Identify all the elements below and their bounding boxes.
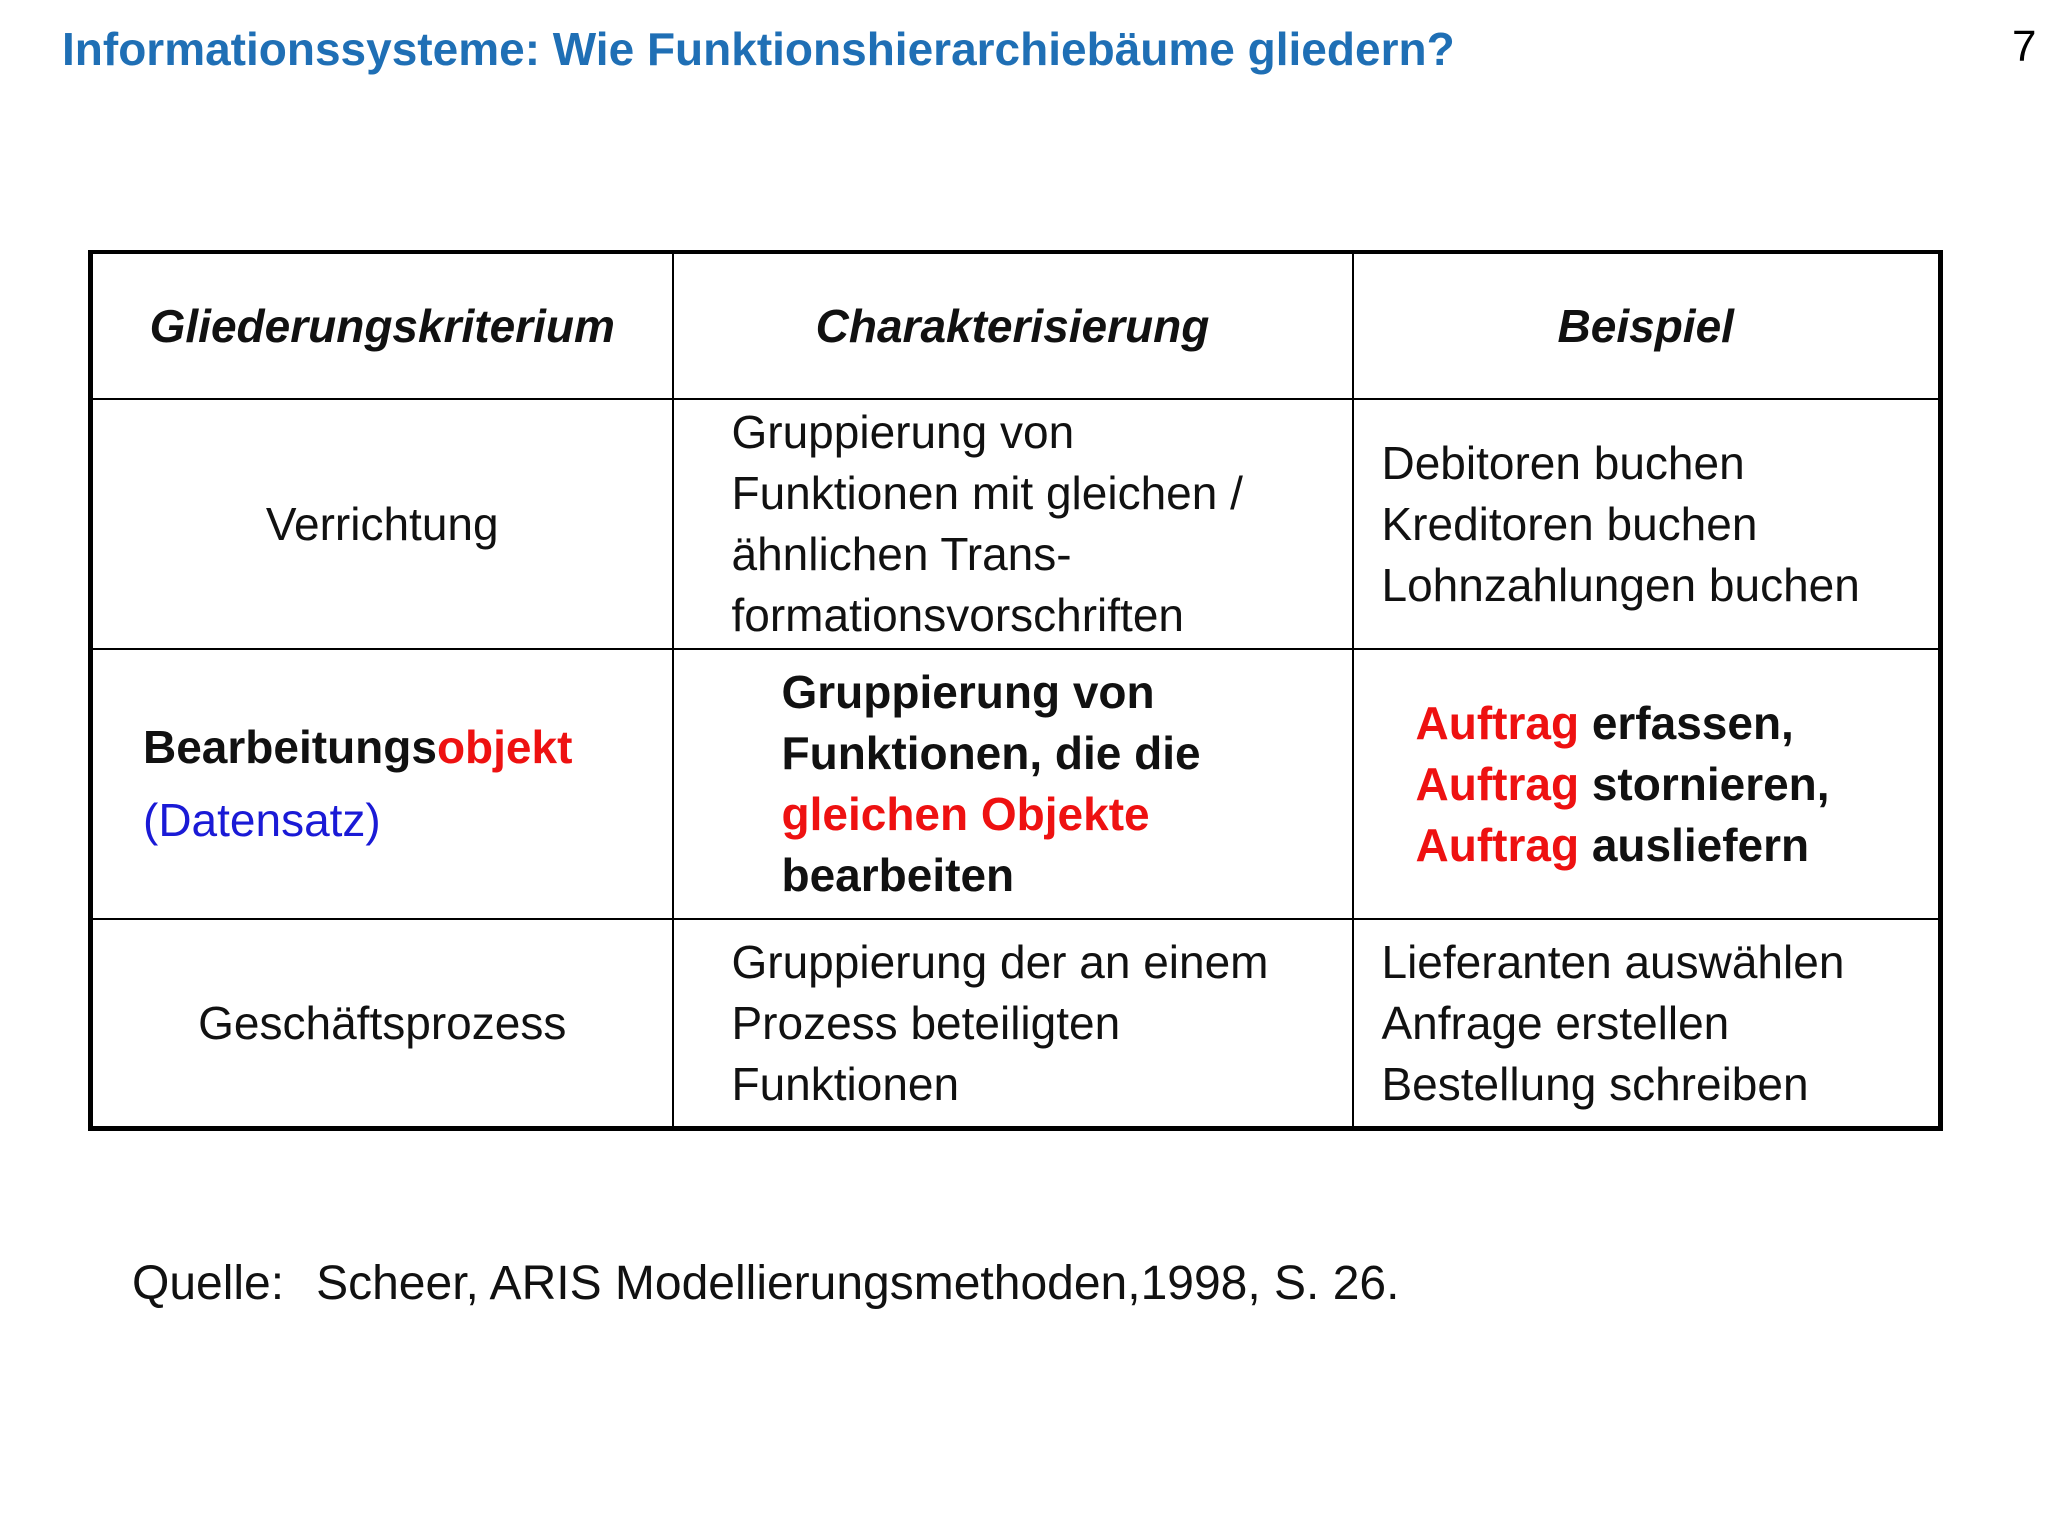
table-row xyxy=(91,399,1941,649)
characterization-line: bearbeiten xyxy=(781,849,1015,901)
example-line: Debitoren buchen xyxy=(1381,436,1745,489)
example-action: erfassen, xyxy=(1579,696,1794,749)
example-line: Bestellung schreiben xyxy=(1381,1057,1809,1110)
characterization-line: Funktionen xyxy=(731,1057,960,1110)
header-characterization: Charakterisierung xyxy=(673,252,1353,399)
criterion-text: Verrichtung xyxy=(265,498,499,550)
example-cell xyxy=(1353,649,1941,919)
example-line xyxy=(1416,815,1939,876)
source-citation xyxy=(132,1256,1399,1311)
example-line: Lieferanten auswählen xyxy=(1381,935,1845,988)
characterization-line: Gruppierung von xyxy=(731,406,1075,458)
example-line: Lohnzahlungen buchen xyxy=(1381,558,1860,611)
characterization-cell xyxy=(673,399,1353,649)
criterion-note: (Datensatz) xyxy=(143,794,381,846)
characterization-line: Prozess beteiligten xyxy=(731,996,1121,1049)
criterion-highlight: objekt xyxy=(436,721,573,773)
example-line xyxy=(1416,754,1939,815)
characterization-line: Gruppierung der an einem xyxy=(731,935,1269,988)
header-example: Beispiel xyxy=(1353,252,1941,399)
example-line: Anfrage erstellen xyxy=(1381,996,1730,1049)
characterization-line: formationsvorschriften xyxy=(731,589,1184,641)
page-number: 7 xyxy=(2012,22,2037,71)
criterion-cell xyxy=(91,919,673,1129)
criterion-text xyxy=(143,717,672,778)
example-cell xyxy=(1353,919,1941,1129)
example-object: Auftrag xyxy=(1415,818,1580,871)
table-row xyxy=(91,919,1941,1129)
table-row xyxy=(91,649,1941,919)
criterion-cell xyxy=(91,649,673,919)
example-cell xyxy=(1353,399,1941,649)
criteria-table xyxy=(88,250,1943,1131)
characterization-cell xyxy=(673,649,1353,919)
slide-title: Informationssysteme: Wie Funktionshierarchiebäume gliedern? xyxy=(62,23,1455,75)
example-line: Kreditoren buchen xyxy=(1381,497,1758,550)
table-header-row xyxy=(91,252,1941,399)
example-object: Auftrag xyxy=(1415,757,1580,810)
example-line xyxy=(1416,693,1939,754)
source-label: Quelle: xyxy=(132,1257,285,1310)
characterization-line: Funktionen mit gleichen / xyxy=(731,467,1243,519)
characterization-line: Gruppierung von xyxy=(781,666,1155,718)
criterion-text: Geschäftsprozess xyxy=(198,997,567,1049)
header-criterion: Gliederungskriterium xyxy=(91,252,673,399)
example-action: ausliefern xyxy=(1579,818,1810,871)
source-text: Scheer, ARIS Modellierungsmethoden,1998, S. 26. xyxy=(316,1257,1400,1310)
characterization-line: Funktionen, die die xyxy=(781,727,1201,779)
example-action: stornieren, xyxy=(1579,757,1830,810)
criterion-cell xyxy=(91,399,673,649)
characterization-line: ähnlichen Trans- xyxy=(731,528,1072,580)
example-object: Auftrag xyxy=(1415,696,1580,749)
characterization-highlight: gleichen Objekte xyxy=(781,788,1150,840)
characterization-cell xyxy=(673,919,1353,1129)
criterion-part: Bearbeitungs xyxy=(143,721,437,773)
